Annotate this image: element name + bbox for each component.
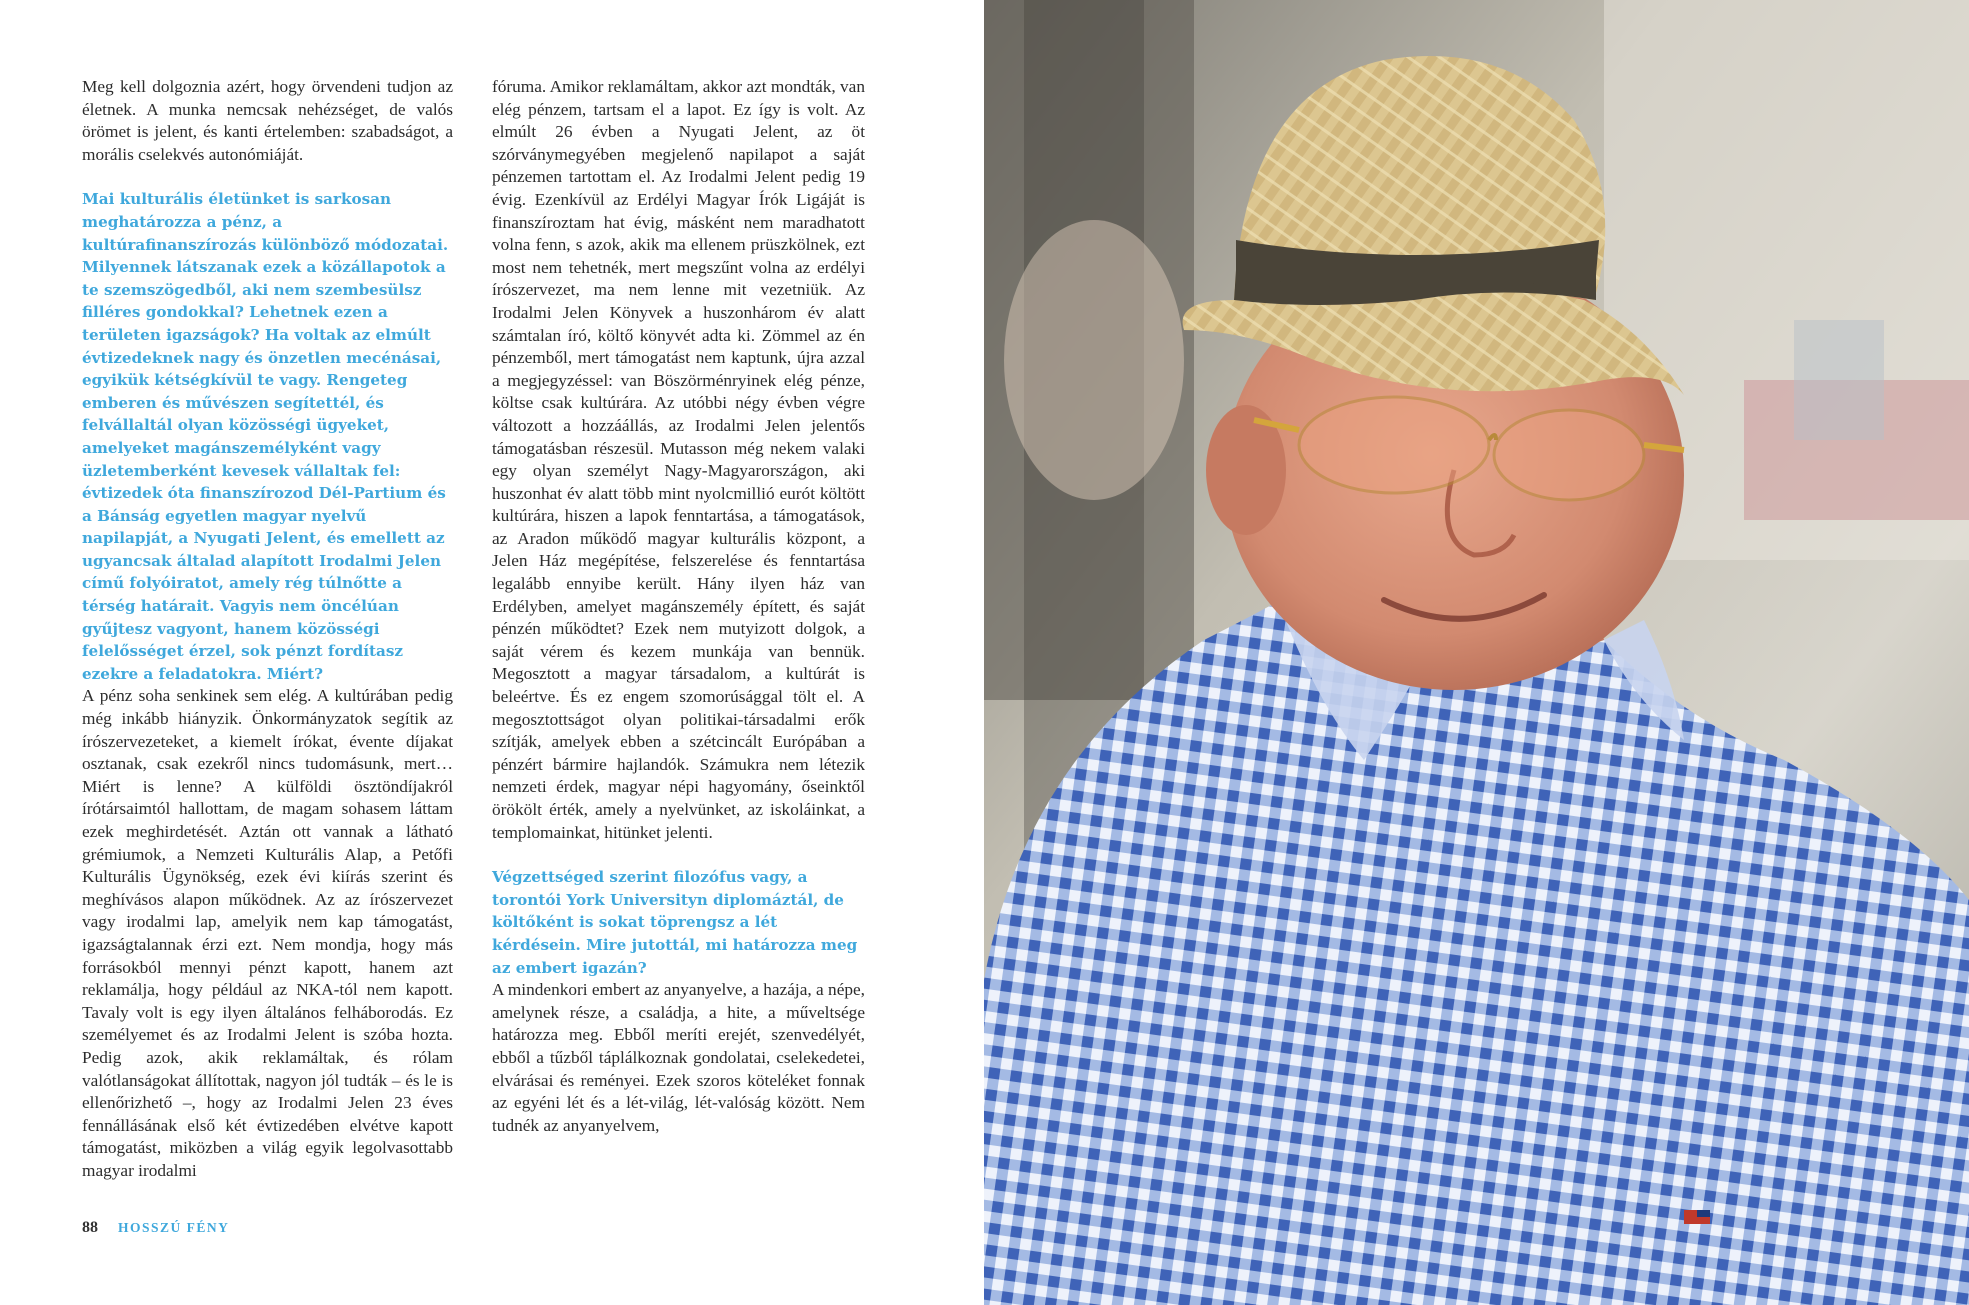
- interview-question-2: Végzettséged szerint filozófus vagy, a torontói York Universityn diplomáztál, de költőként is sokat töprengsz a lét kérdésein. Mire jutottál, mi határozza meg az embert igazán?: [492, 868, 858, 977]
- left-text-column: [82, 76, 453, 1183]
- intro-answer-paragraph: Meg kell dolgoznia azért, hogy örvendeni tudjon az életnek. A munka nemcsak nehézséget, de valós örömet is jelent, és kanti értelemben: szabadságot, a morális cselekvés autonómiáját.: [82, 77, 453, 164]
- magazine-name: HOSSZÚ FÉNY: [118, 1220, 230, 1235]
- interview-question-1: Mai kulturális életünket is sarkosan meghatározza a pénz, a kultúrafinanszírozás különböző módozatai. Milyennek látszanak ezek a közállapotok a te szemszögedből, aki nem szembesülsz filléres gondokkal? Lehetnek ezen a területen igazságok? Ha voltak az elmúlt évtizedeknek nagy és önzetlen mecénásai, egyikük kétségkívül te vagy. Rengeteg emberen és művészen segítettél, és felvállaltál olyan közösségi ügyeket, amelyeket magánszemélyként vagy üzletemberként kevesek vállaltak fel: évtizedek óta finanszírozod Dél-Partium és a Bánság egyetlen magyar nyelvű napilapját, a Nyugati Jelent, és emellett az ugyancsak általad alapított Irodalmi Jelen című folyóiratot, amely rég túlnőtte a térség határait. Vagyis nem öncélúan gyűjtesz vagyont, hanem közösségi felelősséget érzel, sok pénzt fordítasz ezekre a feladatokra. Miért?: [82, 190, 449, 683]
- portrait-photo-icon: [984, 0, 1969, 1305]
- interview-answer-1: A pénz soha senkinek sem elég. A kultúrában pedig még inkább hiányzik. Önkormányzatok segítik az írószervezeteket, a kiemelt írókat, évente díjakat osztanak, csak ezekről nincs tudomásunk, mert… Miért is lenne? A külföldi ösztöndíjakról írótársaimtól hallottam, de magam sohasem láttam ezek meghirdetését. Aztán ott vannak a látható grémiumok, a Nemzeti Kulturális Alap, a Petőfi Kulturális Ügynökség, ezek évi kiírás szerint és meghívásos alapon működnek. Az az írószervezet vagy irodalmi lap, amelyik nem kap támogatást, igazságtalannak érzi ezt. Nem mondja, hogy más forrásokból mennyi pénzt kapott, hanem azt reklamálja, hogy például az NKA-tól nem kapott. Tavaly volt is egy ilyen általános felháborodás. Ez személyemet és az Irodalmi Jelent is szóba hozta. Pedig azok, akik reklamáltak, és rólam valótlanságokat állítottak, nagyon jól tudták – és le is ellenőrizhető –, hogy az Irodalmi Jelen 23 éves fennállásának első két évtizedében elvétve kapott támogatást, miközben a világ egyik legolvasottabb magyar irodalmi: [82, 686, 453, 1180]
- page-number: 88: [82, 1219, 98, 1236]
- interview-answer-2: A mindenkori embert az anyanyelve, a hazája, a népe, amelynek része, a családja, a hite, a műveltsége határozza meg. Ebből meríti erejét, szenvedélyét, ebből a tűzből táplálkoznak gondolatai, cselekedetei, elvárásai és reményei. Ezek szoros köteléket fonnak az egyéni lét és a lét-világ, lét-valóság között. Nem tudnék az anyanyelvem,: [492, 980, 865, 1135]
- right-text-column: [492, 76, 865, 1137]
- interview-answer-1-continued: fóruma. Amikor reklamáltam, akkor azt mondták, van elég pénzem, tartsam el a lapot. Ez így is volt. Az elmúlt 26 évben a Nyugati Jelent, az öt szórványmegyében megjelenő napilapot a saját pénzemen tartottam el. Az Irodalmi Jelent pedig 19 évig. Ezenkívül az Erdélyi Magyar Írók Ligáját is finanszíroztam hat évig, másként nem maradhatott volna fenn, s azok, akik ma ellenem prüszkölnek, ezt most nem tehetnék, mert megszűnt volna az erdélyi írószervezet, ma nem lenne mit vezetniük. Az Irodalmi Jelen Könyvek a huszonhárom év alatt számtalan író, költő könyvét adta ki. Zömmel az én pénzemből, mert támogatást nem kaptunk, újra azzal a megjegyzéssel: van Böszörménryinek elég pénze, költse csak kultúrára. Az utóbbi négy évben végre változott a hozzáállás, az Irodalmi Jelen jelentős támogatásban részesül. Mutasson még nekem valaki egy olyan személyt Nagy-Magyarországon, aki huszonhat év alatt több mint nyolcmillió eurót költött kultúrára, hiszen a lapok fenntartása, a támogatások, az Aradon működő magyar kulturális központ, a Jelen Ház megépítése, felszerelése és fenntartása legalább ennyibe került. Hány ilyen ház van Erdélyben, amelyet magánszemély épített, és saját pénzén működtet? Ezek nem mutyizott dolgok, a saját vérem és kezem munkája van bennük. Megosztott a magyar társadalom, a kultúrát is beleértve. És ez engem szomorúsággal tölt el. A megosztottságot olyan politikai-társadalmi erők szítják, amelyek ebben a szétcincált Európában a pénzért bármire hajlandók. Számukra nem létezik nemzeti érdek, magyar népi hagyomány, őseinktől örökölt érték, amely a nyelvünket, az iskoláinkat, a templomainkat, hitünket jelenti.: [492, 77, 865, 842]
- portrait-photo: [984, 0, 1969, 1305]
- page-footer: [82, 1219, 229, 1237]
- text-page: [0, 0, 984, 1305]
